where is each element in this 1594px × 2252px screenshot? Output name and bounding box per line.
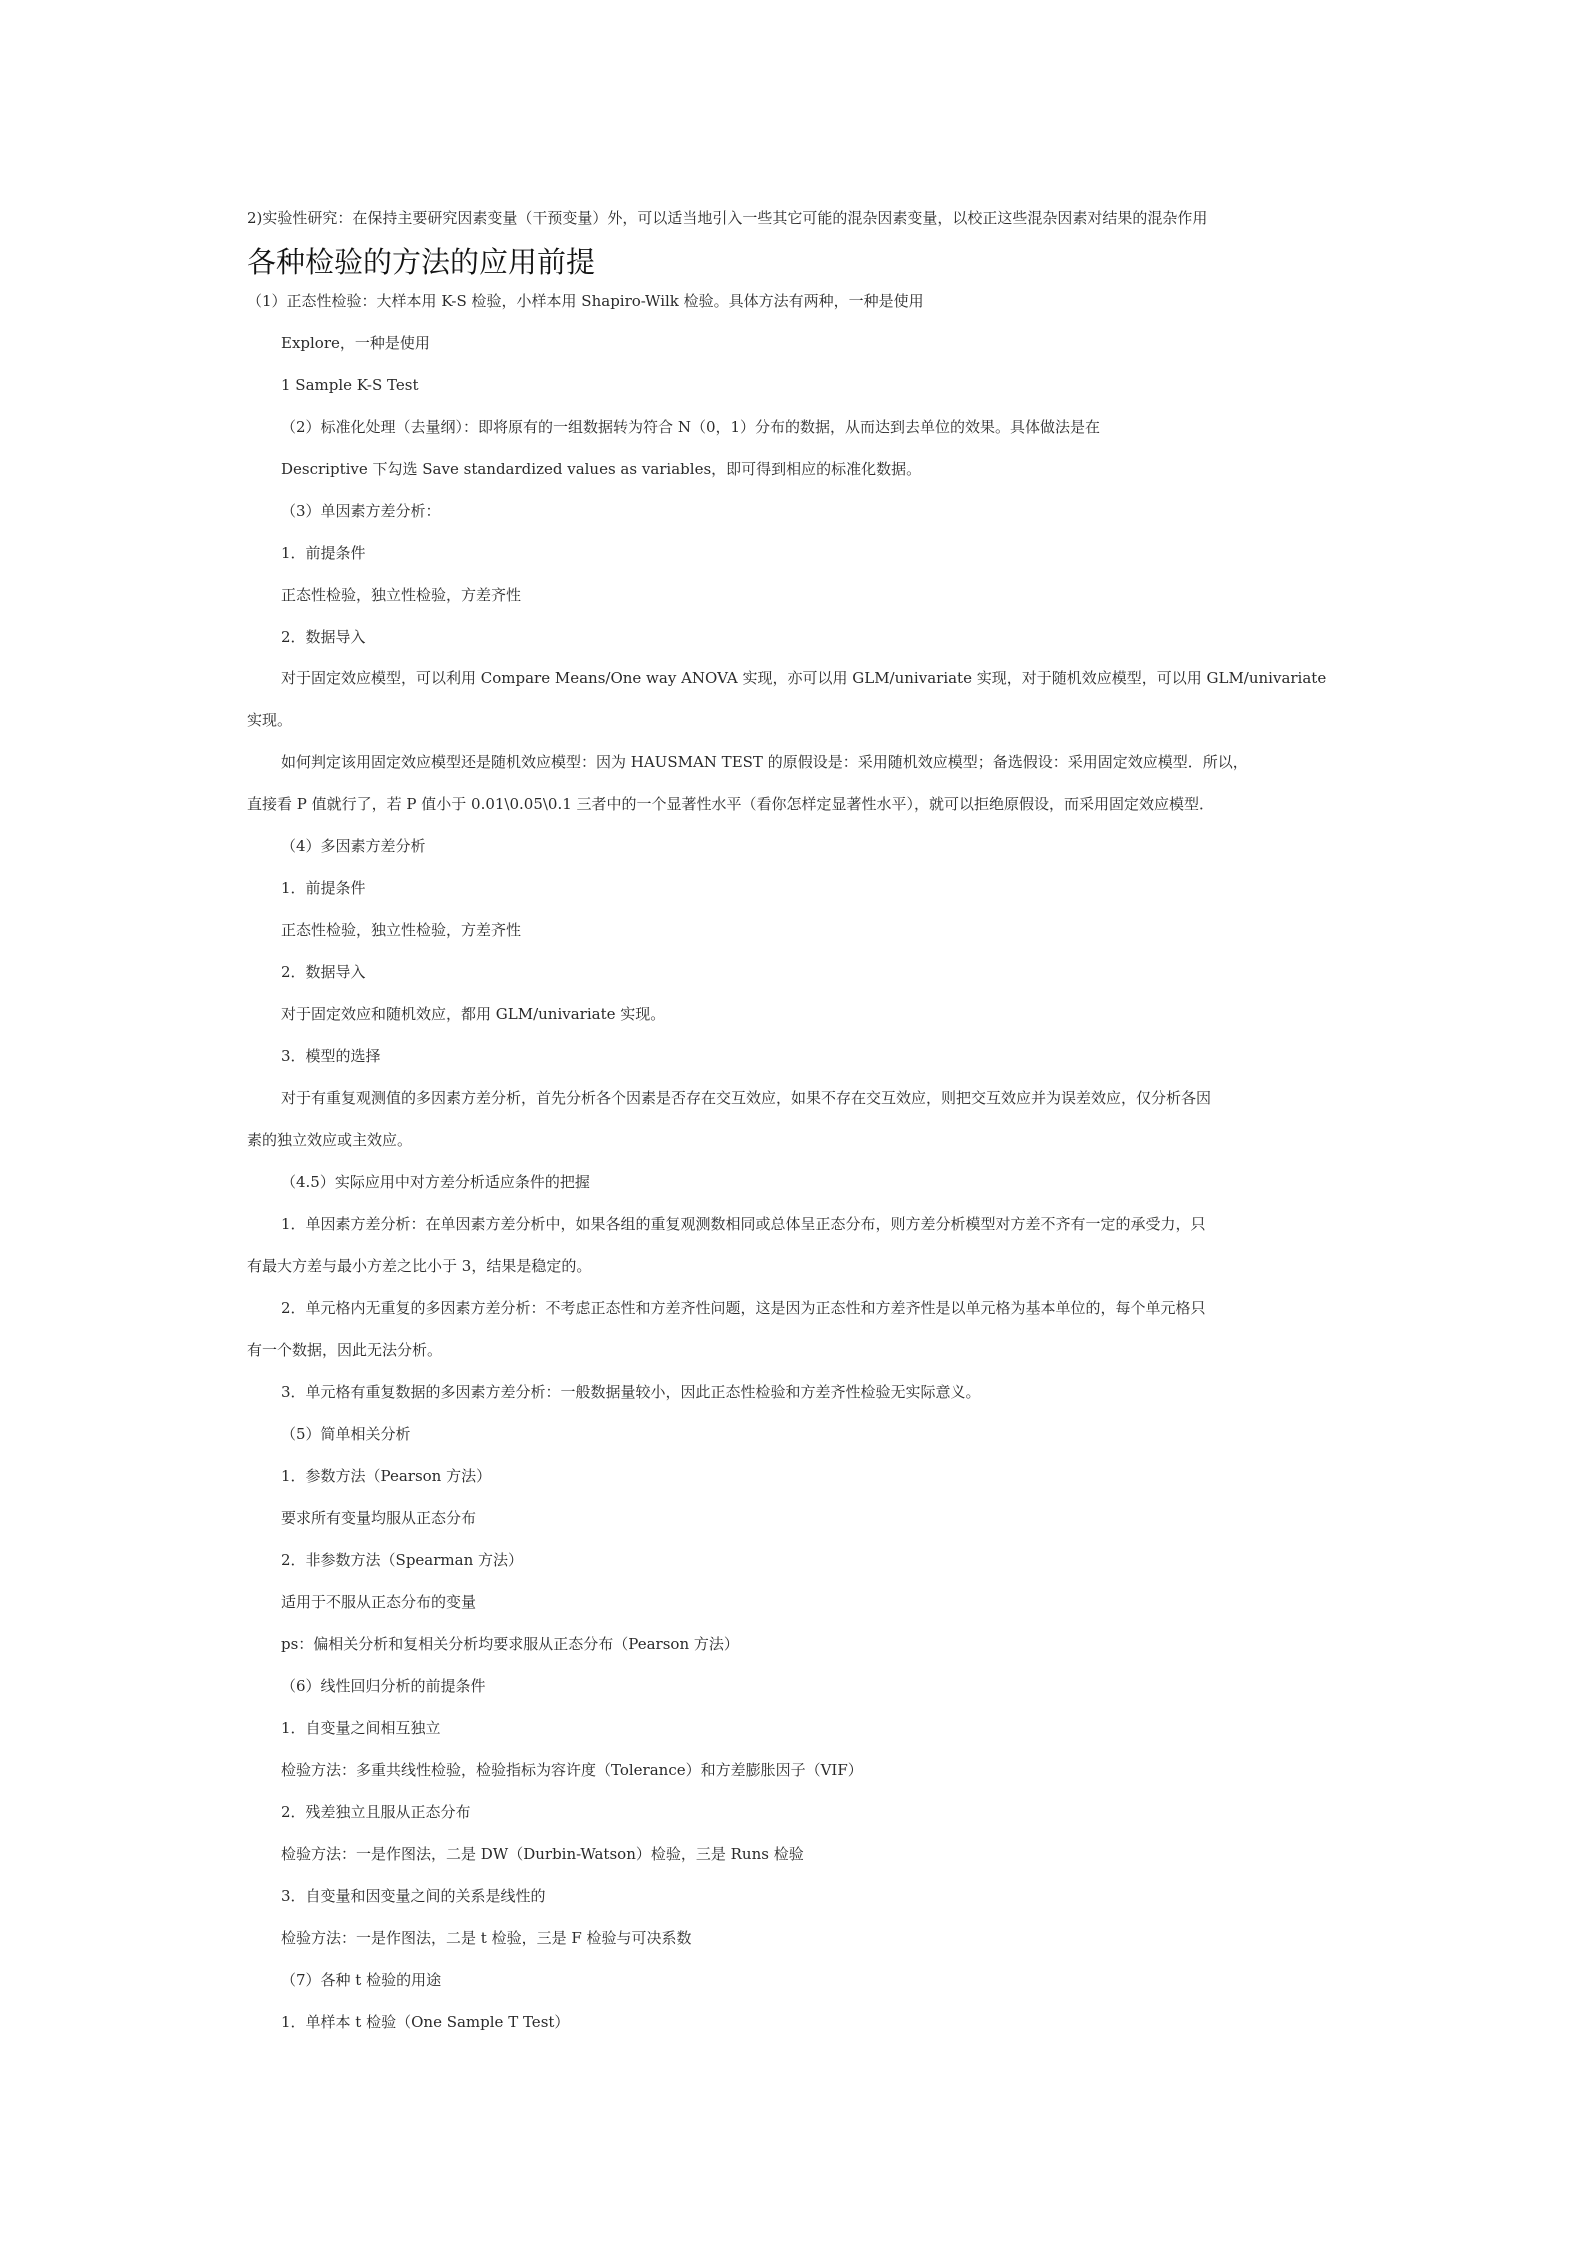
list-item: 1．参数方法（Pearson 方法） bbox=[281, 1467, 492, 1485]
paragraph-line: 有最大方差与最小方差之比小于 3，结果是稳定的。 bbox=[247, 1257, 592, 1275]
paragraph-line: （2）标准化处理（去量纲）：即将原有的一组数据转为符合 N（0，1）分布的数据，从而达到去单位的效果。具体做法是在 bbox=[281, 418, 1101, 436]
section-heading: （4.5）实际应用中对方差分析适应条件的把握 bbox=[281, 1173, 590, 1191]
paragraph-line: 有一个数据，因此无法分析。 bbox=[247, 1341, 443, 1359]
paragraph-line: 检验方法：多重共线性检验，检验指标为容许度（Tolerance）和方差膨胀因子（VIF） bbox=[281, 1761, 863, 1779]
paragraph-line: 对于固定效应模型，可以利用 Compare Means/One way ANOVA 实现，亦可以用 GLM/univariate 实现，对于随机效应模型，可以用 GLM/univariate bbox=[281, 669, 1327, 687]
paragraph-line: ps：偏相关分析和复相关分析均要求服从正态分布（Pearson 方法） bbox=[281, 1635, 739, 1653]
paragraph-line: Explore，一种是使用 bbox=[281, 334, 430, 352]
list-item: 3．自变量和因变量之间的关系是线性的 bbox=[281, 1887, 546, 1905]
paragraph-line: 检验方法：一是作图法，二是 DW（Durbin-Watson）检验，三是 Runs 检验 bbox=[281, 1845, 804, 1863]
paragraph-line: 如何判定该用固定效应模型还是随机效应模型：因为 HAUSMAN TEST 的原假设是：采用随机效应模型；备选假设：采用固定效应模型．所以， bbox=[281, 753, 1248, 771]
section-heading: （6）线性回归分析的前提条件 bbox=[281, 1677, 486, 1695]
list-item: 1．前提条件 bbox=[281, 544, 366, 562]
paragraph-line: 素的独立效应或主效应。 bbox=[247, 1131, 413, 1149]
paragraph-line: 对于有重复观测值的多因素方差分析，首先分析各个因素是否存在交互效应，如果不存在交互效应，则把交互效应并为误差效应，仅分析各因 bbox=[281, 1089, 1212, 1107]
list-item: 1．自变量之间相互独立 bbox=[281, 1719, 441, 1737]
paragraph-line: 正态性检验，独立性检验，方差齐性 bbox=[281, 586, 522, 604]
list-item: 1．前提条件 bbox=[281, 879, 366, 897]
paragraph-line: 适用于不服从正态分布的变量 bbox=[281, 1593, 477, 1611]
paragraph-line: 实现。 bbox=[247, 711, 293, 729]
paragraph-line: 2．单元格内无重复的多因素方差分析：不考虑正态性和方差齐性问题，这是因为正态性和方差齐性是以单元格为基本单位的，每个单元格只 bbox=[281, 1299, 1206, 1317]
paragraph-line: 正态性检验，独立性检验，方差齐性 bbox=[281, 921, 522, 939]
section-heading: （3）单因素方差分析： bbox=[281, 502, 441, 520]
page-title: 各种检验的方法的应用前提 bbox=[247, 245, 596, 279]
section-heading: （4）多因素方差分析 bbox=[281, 837, 426, 855]
paragraph-line: 1 Sample K-S Test bbox=[281, 376, 419, 394]
list-item: 2．非参数方法（Spearman 方法） bbox=[281, 1551, 524, 1569]
list-item: 2．残差独立且服从正态分布 bbox=[281, 1803, 471, 1821]
paragraph-line: 直接看 P 值就行了，若 P 值小于 0.01\0.05\0.1 三者中的一个显著性水平（看你怎样定显著性水平），就可以拒绝原假设，而采用固定效应模型． bbox=[247, 795, 1215, 813]
list-item: 2．数据导入 bbox=[281, 963, 366, 981]
list-item: 3．模型的选择 bbox=[281, 1047, 381, 1065]
section-heading: （5）简单相关分析 bbox=[281, 1425, 411, 1443]
paragraph-line: 对于固定效应和随机效应，都用 GLM/univariate 实现。 bbox=[281, 1005, 666, 1023]
paragraph-line: 1．单因素方差分析：在单因素方差分析中，如果各组的重复观测数相同或总体呈正态分布，则方差分析模型对方差不齐有一定的承受力，只 bbox=[281, 1215, 1206, 1233]
list-item: 1．单样本 t 检验（One Sample T Test） bbox=[281, 2013, 570, 2031]
section-heading: （7）各种 t 检验的用途 bbox=[281, 1971, 442, 1989]
list-item: 2．数据导入 bbox=[281, 628, 366, 646]
paragraph-line: （1）正态性检验：大样本用 K-S 检验，小样本用 Shapiro-Wilk 检验。具体方法有两种，一种是使用 bbox=[247, 292, 924, 310]
paragraph-line: Descriptive 下勾选 Save standardized values as variables，即可得到相应的标准化数据。 bbox=[281, 460, 922, 478]
paragraph-line: 要求所有变量均服从正态分布 bbox=[281, 1509, 477, 1527]
intro-note: 2)实验性研究：在保持主要研究因素变量（干预变量）外，可以适当地引入一些其它可能的混杂因素变量，以校正这些混杂因素对结果的混杂作用 bbox=[247, 209, 1208, 227]
paragraph-line: 3．单元格有重复数据的多因素方差分析：一般数据量较小，因此正态性检验和方差齐性检验无实际意义。 bbox=[281, 1383, 981, 1401]
paragraph-line: 检验方法：一是作图法，二是 t 检验，三是 F 检验与可决系数 bbox=[281, 1929, 692, 1947]
